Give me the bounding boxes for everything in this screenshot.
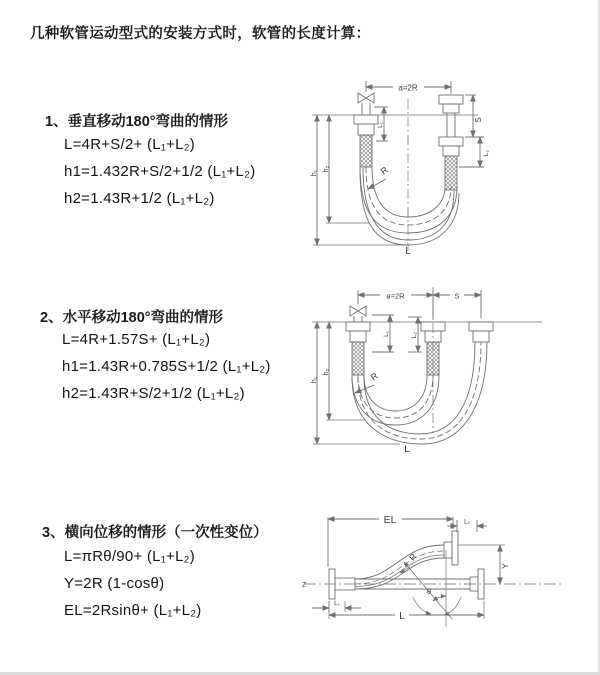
- hose-curves: [355, 545, 444, 589]
- section3-formula-L: L=πRθ/90+ (L₁+L₂): [64, 548, 195, 565]
- dimension-lines: [313, 290, 481, 444]
- dim-l2-label: L₂: [411, 331, 418, 339]
- dim-y-label: Y: [500, 563, 510, 569]
- dim-h2-label: h₂: [323, 368, 330, 376]
- dim-l1-label: L₁: [383, 331, 390, 337]
- section3-formula-EL: EL=2Rsinθ+ (L₁+L₂): [64, 602, 202, 619]
- dim-l-label: L: [404, 444, 410, 454]
- diagram-horizontal-180-bend: [310, 282, 600, 454]
- valve-icon: [358, 93, 374, 103]
- radius-label: R: [407, 551, 419, 563]
- dim-h2-label: h₂: [323, 165, 330, 173]
- dim-l-label: L: [405, 246, 411, 255]
- dim-el-label: EL: [383, 514, 397, 526]
- dim-h1-label: h₁: [311, 169, 318, 177]
- section3-formula-Y: Y=2R (1-cosθ): [64, 575, 165, 592]
- section1-heading: 1、垂直移动180°弯曲的情形: [45, 114, 229, 130]
- section1-formula-L: L=4R+S/2+ (L₁+L₂): [64, 136, 196, 153]
- section2-formula-L: L=4R+1.57S+ (L₁+L₂): [62, 331, 211, 348]
- dimension-lines: [312, 517, 505, 619]
- section3-heading: 3、横向位移的情形（一次性变位）: [42, 525, 268, 541]
- section2-formula-h2: h2=1.43R+S/2+1/2 (L₁+L₂): [62, 385, 245, 402]
- dim-a2r-label: a=2R: [398, 83, 418, 93]
- diagram-vertical-180-bend: [310, 73, 600, 255]
- hose-curves: [352, 342, 487, 444]
- pipe-fittings: [354, 93, 463, 190]
- dim-l1-label: L₁: [334, 600, 340, 607]
- radius-label: R: [378, 164, 390, 177]
- dim-l1-label: L₁: [377, 122, 384, 128]
- angle-theta-label: θ: [426, 587, 432, 596]
- valve-icon: [350, 306, 366, 316]
- dim-l2-label: L₂: [464, 519, 470, 526]
- hose-curves: [360, 167, 459, 245]
- page-title: 几种软管运动型式的安装方式时，软管的长度计算：: [30, 26, 371, 42]
- section2-formula-h1: h1=1.43R+0.785S+1/2 (L₁+L₂): [62, 358, 271, 375]
- dimension-lines: [313, 81, 484, 245]
- dim-s-label: S: [454, 291, 460, 301]
- dim-l-label: L: [399, 611, 405, 622]
- dim-a2r-label: a=2R: [386, 291, 405, 301]
- dim-s-label: S: [474, 117, 483, 123]
- radius-label: R: [368, 370, 380, 383]
- dim-h1-label: h₁: [311, 376, 318, 384]
- section2-heading: 2、水平移动180°弯曲的情形: [40, 310, 224, 326]
- section1-formula-h2: h2=1.43R+1/2 (L₁+L₂): [64, 190, 215, 207]
- dim-l2-label: L₂: [483, 149, 490, 157]
- section1-formula-h1: h1=1.432R+S/2+1/2 (L₁+L₂): [64, 163, 256, 180]
- construction-lines: [304, 550, 562, 627]
- diagram-lateral-displacement: [300, 505, 600, 645]
- centerline-z-mark: Z: [302, 582, 307, 589]
- pipe-fittings: [346, 306, 493, 375]
